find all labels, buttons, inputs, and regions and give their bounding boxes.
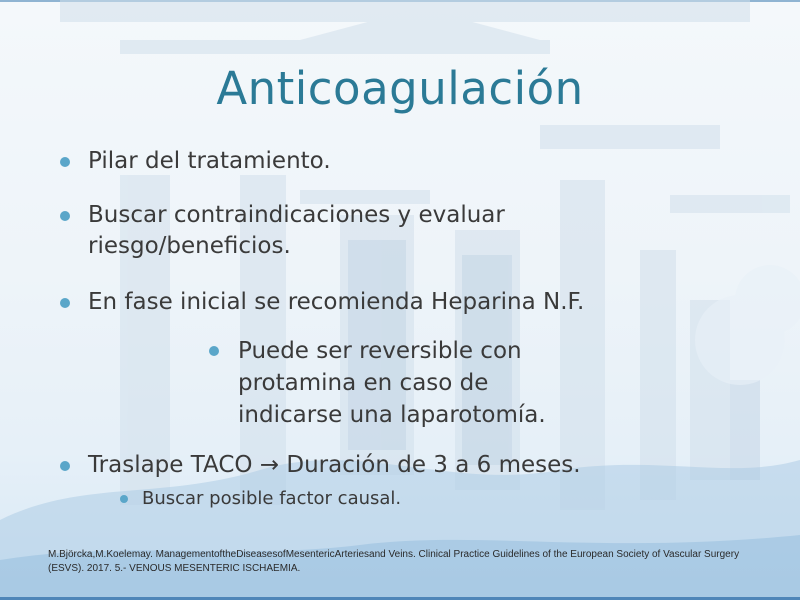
bullet-dot bbox=[60, 461, 70, 471]
bullet-dot bbox=[209, 346, 219, 356]
bullet-item-1 bbox=[88, 146, 728, 177]
bullet-item-4 bbox=[88, 450, 728, 481]
bullet-dot bbox=[120, 495, 128, 503]
bullet-text: Pilar del tratamiento. bbox=[88, 148, 331, 174]
small-bullet-item bbox=[142, 487, 642, 511]
bullet-item-3 bbox=[88, 287, 728, 318]
bullet-text: Puede ser reversible con protamina en caso de indicarse una laparotomía. bbox=[238, 338, 546, 428]
bullet-dot bbox=[60, 157, 70, 167]
reference-citation: M.Björcka,M.Koelemay. ManagementoftheDiseasesofMesentericArteriesand Veins. Clinical Practice Guidelines of the European Society of Vascular Surgery (ESVS). 2017. 5.- VENOUS MESENTERIC ISCHAEMIA. bbox=[48, 549, 740, 574]
bullet-dot bbox=[60, 298, 70, 308]
bullet-dot bbox=[60, 211, 70, 221]
bullet-item-2 bbox=[88, 200, 568, 262]
bullet-text: Buscar posible factor causal. bbox=[142, 488, 402, 509]
sub-bullet-item bbox=[238, 335, 583, 431]
slide-title: Anticoagulación bbox=[216, 62, 584, 115]
bullet-text: En fase inicial se recomienda Heparina N.F. bbox=[88, 289, 585, 315]
bullet-text: Traslape TACO → Duración de 3 a 6 meses. bbox=[88, 452, 581, 478]
bullet-text: Buscar contraindicaciones y evaluar riesgo/beneficios. bbox=[88, 202, 505, 259]
